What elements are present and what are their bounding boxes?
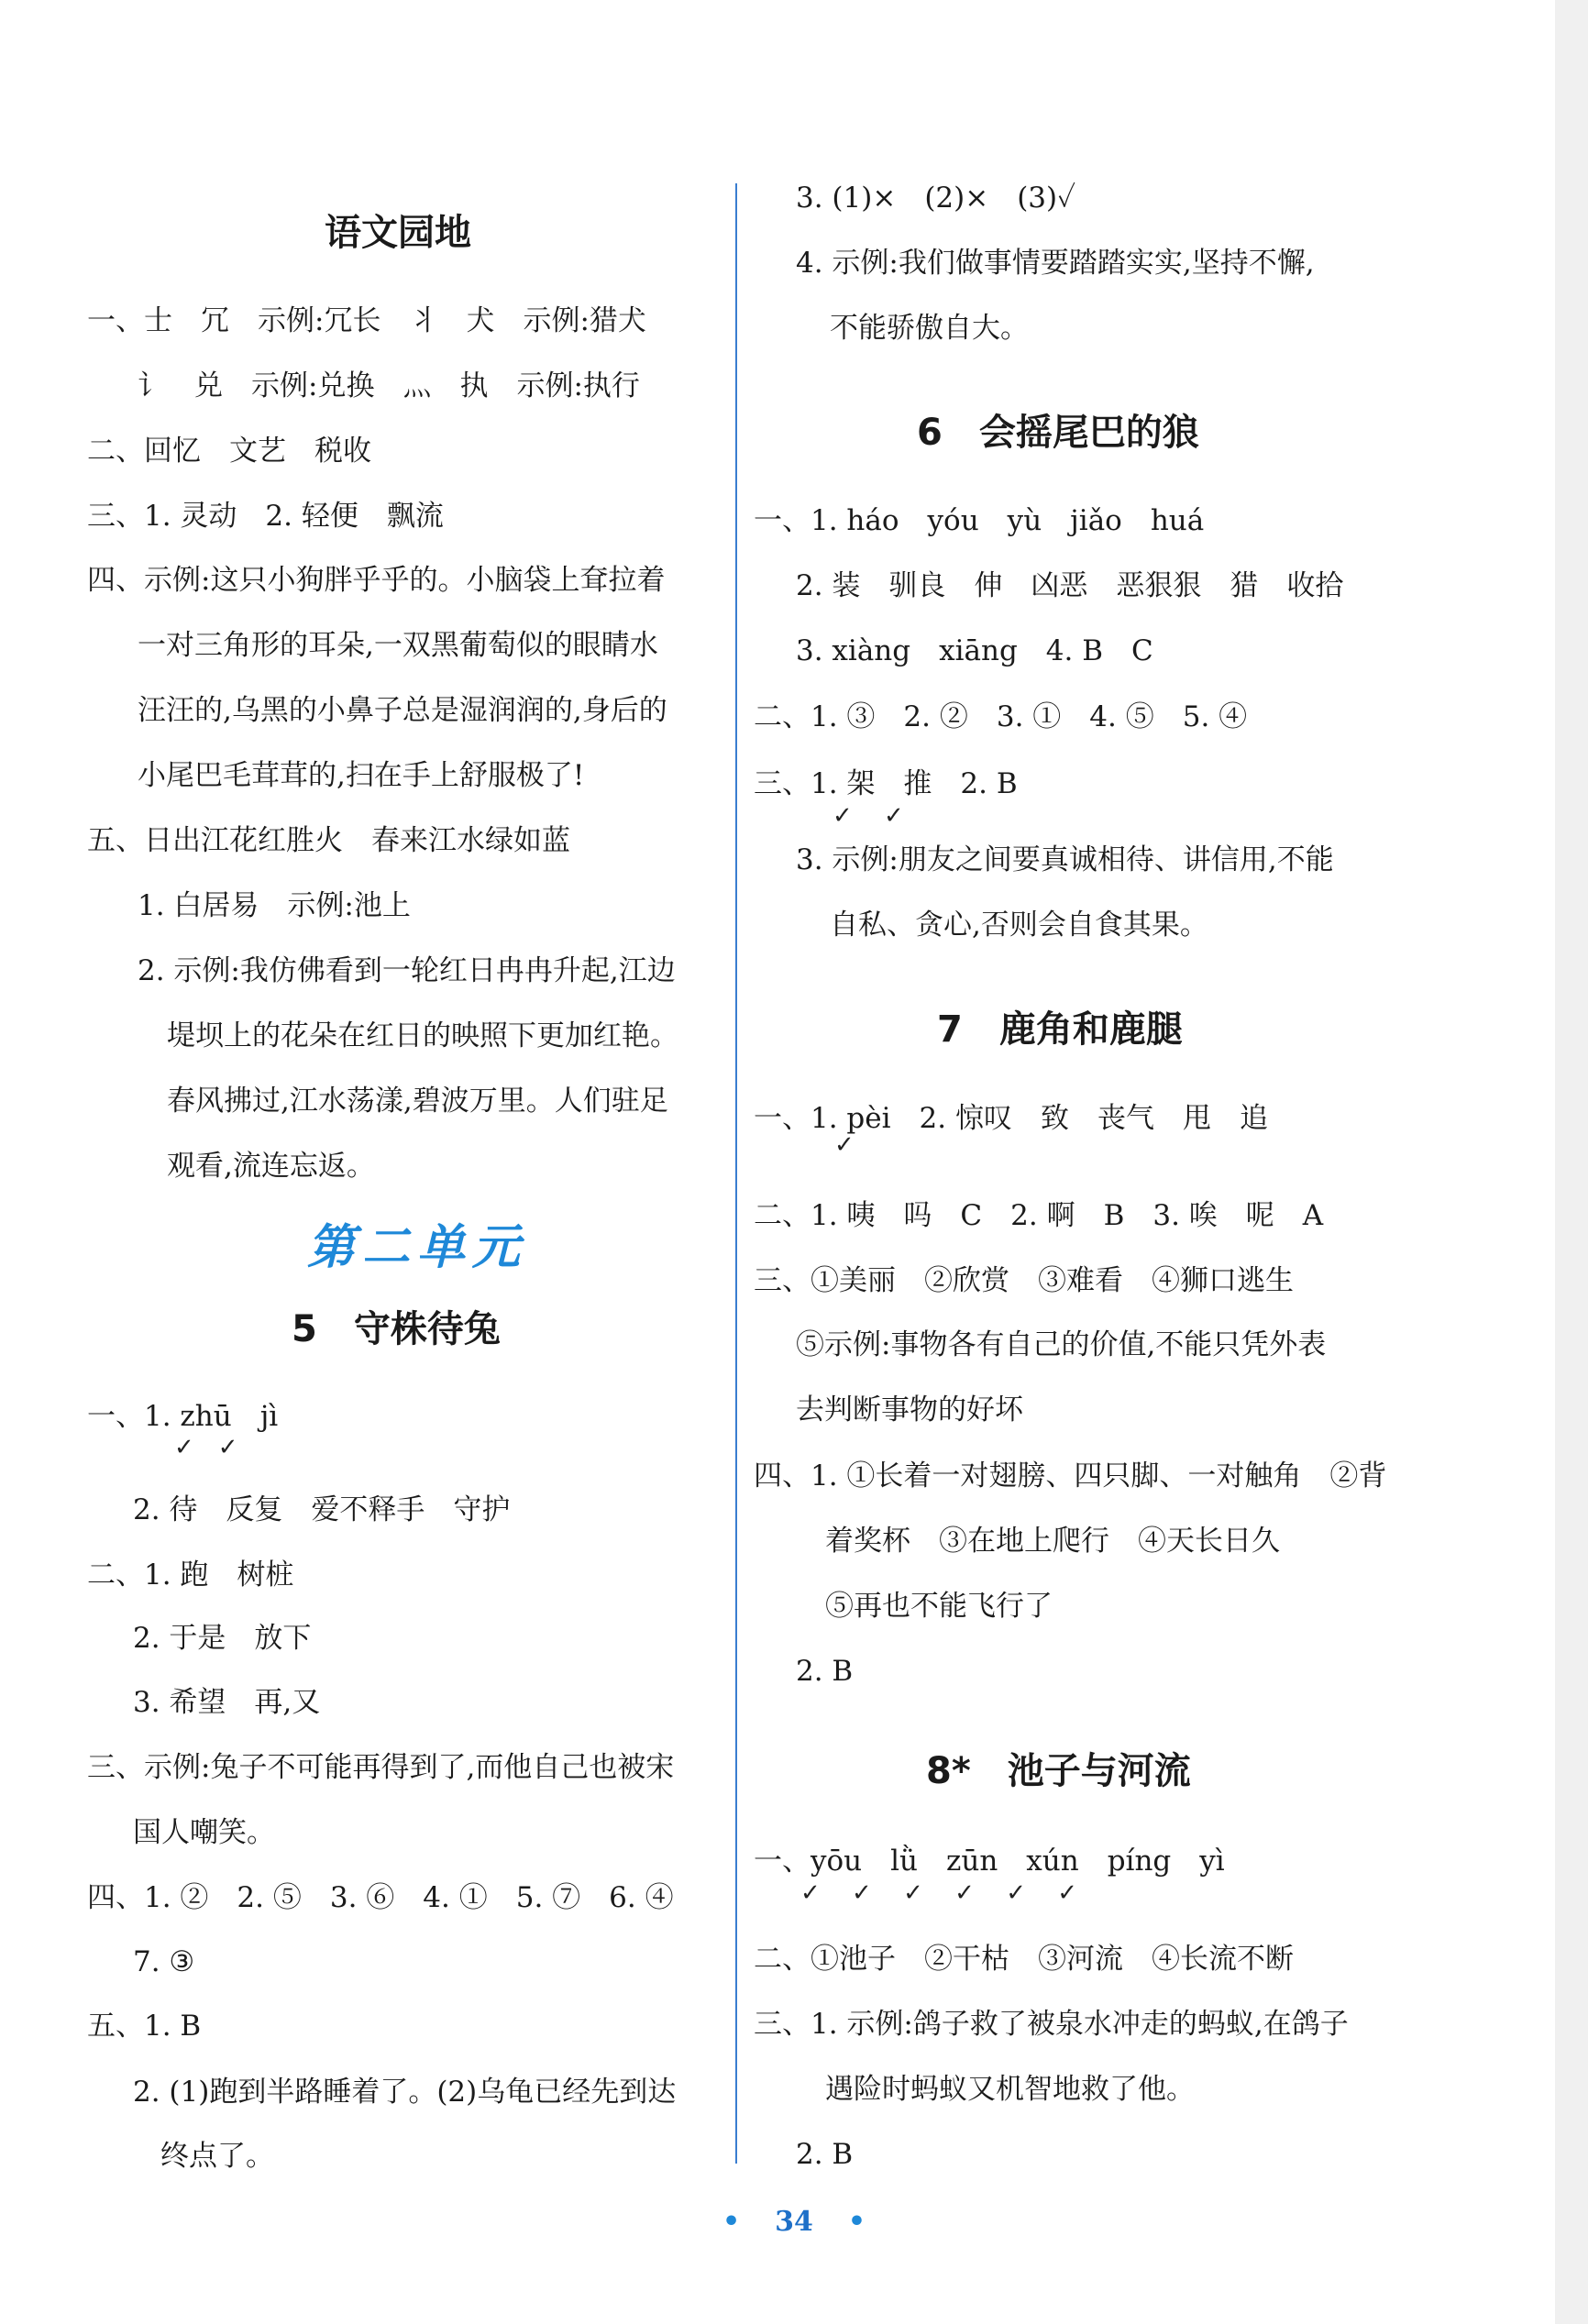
answer-line: 五、日出江花红胜火 春来江水绿如蓝 xyxy=(87,824,570,857)
answer-line: 二、1. ③ 2. ② 3. ① 4. ⑤ 5. ④ xyxy=(754,700,1248,733)
answer-line: 7. ③ xyxy=(133,1945,195,1978)
answer-line: ⑤再也不能飞行了 xyxy=(825,1590,1053,1623)
column-divider xyxy=(735,183,737,2164)
answer-line: 二、①池子 ②干枯 ③河流 ④长流不断 xyxy=(754,1943,1294,1976)
answer-line: 一、1. pèi 2. 惊叹 致 丧气 甩 追 xyxy=(754,1102,1268,1135)
answer-line: 汪汪的,乌黑的小鼻子总是湿润润的,身后的 xyxy=(138,694,667,727)
section-heading: 语文园地 xyxy=(325,212,471,254)
page-edge xyxy=(1555,0,1588,2324)
answer-line: 去判断事物的好坏 xyxy=(796,1393,1023,1426)
answer-line: 国人嘲笑。 xyxy=(133,1816,275,1849)
answer-line: 2. 待 反复 爱不释手 守护 xyxy=(133,1493,511,1526)
answer-line: 二、回忆 文艺 税收 xyxy=(87,435,371,468)
answer-line: 讠 兑 示例:兑换 灬 执 示例:执行 xyxy=(138,369,640,402)
answer-line: 4. 示例:我们做事情要踏踏实实,坚持不懈, xyxy=(796,247,1315,280)
answer-line: 一对三角形的耳朵,一双黑葡萄似的眼睛水 xyxy=(138,629,658,662)
answer-line: 二、1. 跑 树桩 xyxy=(87,1559,294,1592)
answer-line: 二、1. 咦 吗 C 2. 啊 B 3. 唉 呢 A xyxy=(754,1199,1324,1232)
footer-dot: • xyxy=(722,2206,741,2238)
checkmarks: ✓ xyxy=(834,1131,855,1159)
answer-line: 堤坝上的花朵在红日的映照下更加红艳。 xyxy=(167,1019,678,1052)
answer-line: 三、示例:兔子不可能再得到了,而他自己也被宋 xyxy=(87,1751,675,1784)
answer-line: 3. (1)× (2)× (3)✓ xyxy=(796,182,1076,215)
checkmarks: ✓ ✓ xyxy=(174,1434,238,1461)
lesson-heading: 8* 池子与河流 xyxy=(926,1750,1191,1792)
answer-line: 一、1. háo yóu yù jiǎo huá xyxy=(754,504,1205,537)
lesson-heading: 6 会摇尾巴的狼 xyxy=(917,412,1199,454)
answer-line: 观看,流连忘返。 xyxy=(167,1150,375,1183)
answer-line: 四、1. ② 2. ⑤ 3. ⑥ 4. ① 5. ⑦ 6. ④ xyxy=(87,1881,674,1914)
answer-line: 终点了。 xyxy=(160,2140,274,2173)
lesson-heading: 7 鹿角和鹿腿 xyxy=(937,1008,1183,1051)
unit-title: 第二单元 xyxy=(307,1220,528,1275)
answer-line: 2. (1)跑到半路睡着了。(2)乌龟已经先到达 xyxy=(133,2076,677,2109)
answer-line: ⑤示例:事物各有自己的价值,不能只凭外表 xyxy=(796,1328,1327,1361)
answer-line: 2. 装 驯良 伸 凶恶 恶狠狠 猎 收拾 xyxy=(796,569,1344,602)
answer-line: 1. 白居易 示例:池上 xyxy=(138,889,411,922)
checkmarks: ✓ ✓ ✓ ✓ ✓ ✓ xyxy=(800,1879,1078,1907)
answer-line: 五、1. B xyxy=(87,2010,202,2043)
answer-line: 遇险时蚂蚁又机智地救了他。 xyxy=(825,2073,1195,2106)
lesson-heading: 5 守株待兔 xyxy=(292,1308,501,1350)
answer-line: 四、1. ①长着一对翅膀、四只脚、一对触角 ②背 xyxy=(754,1459,1387,1492)
answer-line: 三、1. 架 推 2. B xyxy=(754,767,1018,800)
answer-line: 一、士 冗 示例:冗长 丬 犬 示例:猎犬 xyxy=(87,304,646,337)
page-footer xyxy=(0,2206,1588,2238)
footer-dot: • xyxy=(847,2206,866,2238)
answer-line: 自私、贪心,否则会自食其果。 xyxy=(830,909,1208,942)
answer-line: 三、①美丽 ②欣赏 ③难看 ④狮口逃生 xyxy=(754,1264,1294,1297)
answer-line: 3. 示例:朋友之间要真诚相待、讲信用,不能 xyxy=(796,843,1334,876)
answer-line: 一、yōu lǜ zūn xún píng yì xyxy=(754,1845,1225,1878)
answer-line: 不能骄傲自大。 xyxy=(830,312,1029,345)
answer-line: 2. 于是 放下 xyxy=(133,1622,312,1655)
answer-line: 3. xiàng xiāng 4. B C xyxy=(796,634,1153,667)
answer-line: 春风拂过,江水荡漾,碧波万里。人们驻足 xyxy=(167,1085,668,1118)
checkmarks: ✓ ✓ xyxy=(833,802,904,830)
answer-line: 2. B xyxy=(796,1655,854,1688)
answer-line: 着奖杯 ③在地上爬行 ④天长日久 xyxy=(825,1525,1280,1558)
answer-line: 3. 希望 再,又 xyxy=(133,1686,321,1719)
answer-line: 三、1. 示例:鸽子救了被泉水冲走的蚂蚁,在鸽子 xyxy=(754,2008,1349,2041)
answer-line: 2. 示例:我仿佛看到一轮红日冉冉升起,江边 xyxy=(138,954,676,987)
answer-line: 小尾巴毛茸茸的,扫在手上舒服极了! xyxy=(138,759,585,792)
answer-line: 2. B xyxy=(796,2138,854,2171)
page-number: 34 xyxy=(775,2206,813,2238)
answer-line: 一、1. zhū jì xyxy=(87,1400,279,1433)
answer-line: 四、示例:这只小狗胖乎乎的。小脑袋上耷拉着 xyxy=(87,564,666,597)
answer-line: 三、1. 灵动 2. 轻便 飘流 xyxy=(87,500,444,533)
